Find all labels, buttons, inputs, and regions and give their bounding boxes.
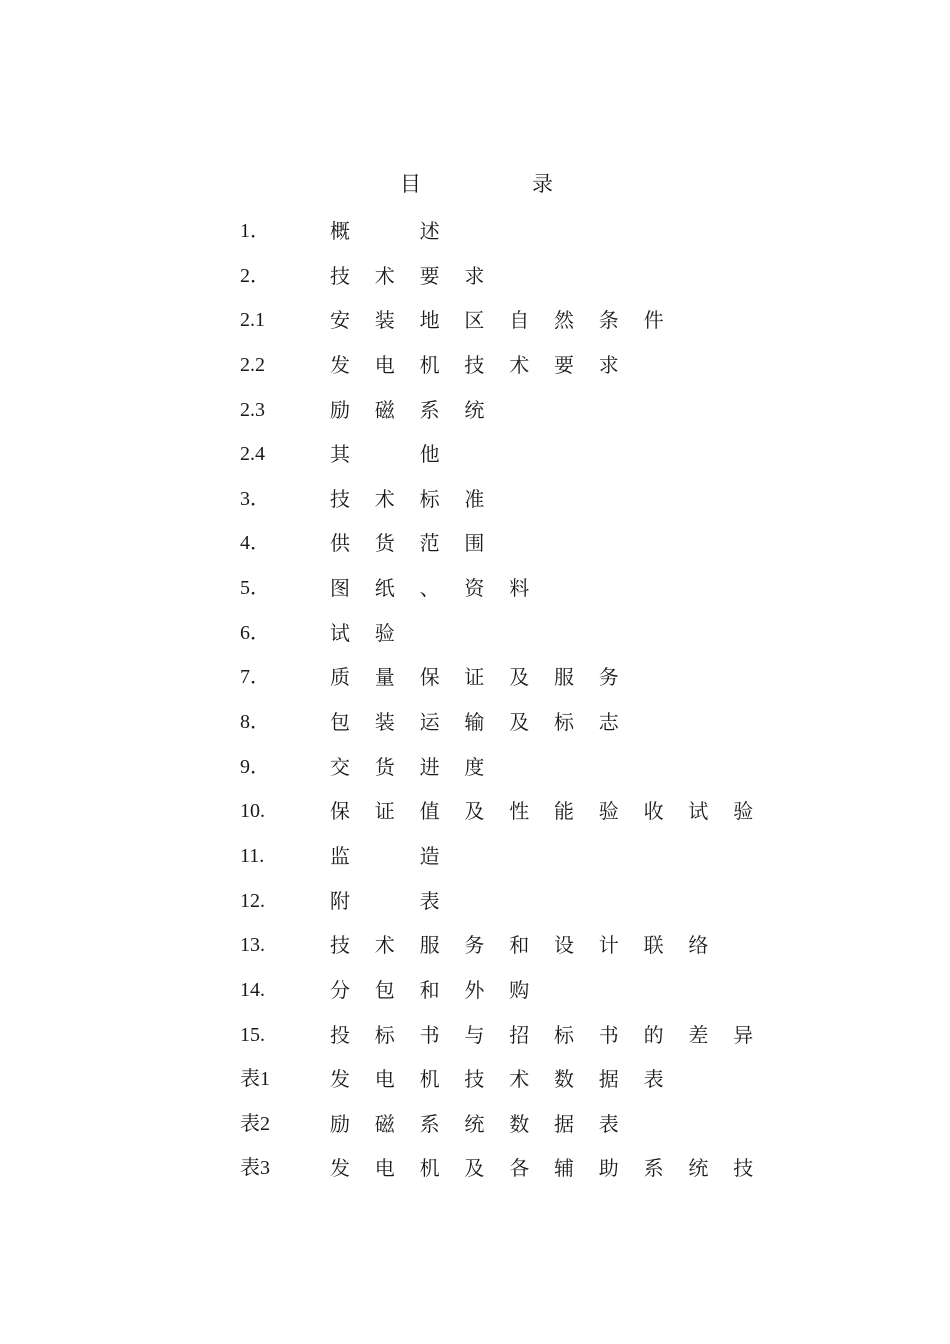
toc-entry-title xyxy=(330,841,740,871)
toc-entry-char: 述 xyxy=(419,219,440,243)
toc-entry xyxy=(240,261,740,306)
toc-entry xyxy=(240,484,740,529)
toc-entry-title xyxy=(330,439,740,469)
toc-entry-char: 包 xyxy=(374,977,395,1002)
toc-entry-char: 术 xyxy=(509,1067,530,1092)
toc-entry-char: 务 xyxy=(598,665,619,690)
toc-entry-char: 供 xyxy=(330,531,350,556)
toc-entry-title xyxy=(330,752,740,782)
toc-entry-char: 机 xyxy=(419,352,440,377)
toc-entry-number: 2.2 xyxy=(240,353,265,376)
toc-entry-char: 表 xyxy=(643,1067,664,1092)
toc-entry-number: 2.1 xyxy=(240,309,265,332)
toc-entry-char: 要 xyxy=(554,352,574,377)
toc-entry-char: 图 xyxy=(330,576,350,601)
toc-entry-char: 的 xyxy=(643,1022,664,1047)
toc-entry-number: 表1 xyxy=(240,1068,270,1091)
toc-entry-char: 机 xyxy=(419,1156,440,1181)
toc-entry-title xyxy=(330,975,740,1005)
toc-entry-char: 电 xyxy=(374,352,395,377)
toc-entry-char: 机 xyxy=(419,1067,440,1092)
toc-entry-char: 磁 xyxy=(374,397,395,422)
toc-entry-char: 交 xyxy=(330,754,350,779)
toc-entry-number: 4． xyxy=(240,532,270,555)
toc-entry-char: 技 xyxy=(330,486,350,511)
toc-entry-char: 助 xyxy=(598,1156,619,1181)
toc-entry-char: 料 xyxy=(509,576,530,601)
toc-entry-char: 货 xyxy=(374,754,395,779)
toc-entry-number: 3． xyxy=(240,487,270,510)
toc-entry-number: 8． xyxy=(240,711,270,734)
toc-entry-number: 6． xyxy=(240,621,270,644)
toc-entry xyxy=(240,1064,740,1109)
toc-entry-title xyxy=(330,930,740,960)
toc-entry-char: 量 xyxy=(374,665,395,690)
toc-entry-char: 条 xyxy=(598,308,619,333)
toc-entry-char: 励 xyxy=(330,397,350,422)
toc-entry-char: 范 xyxy=(419,531,440,556)
toc-entry-number: 11. xyxy=(240,844,265,867)
toc-entry-char: 概 xyxy=(330,219,350,243)
toc-entry xyxy=(240,350,740,395)
toc-entry-char: 标 xyxy=(419,486,440,511)
toc-entry-char: 辅 xyxy=(554,1156,574,1181)
toc-entry-number: 1． xyxy=(240,220,270,242)
toc-entry-char: 证 xyxy=(464,665,485,690)
toc-entry-char: 设 xyxy=(554,933,574,958)
toc-entry-char: 书 xyxy=(419,1022,440,1047)
toc-entry-char: 装 xyxy=(374,308,395,333)
toc-entry-char: 及 xyxy=(509,710,530,735)
toc-entry xyxy=(240,618,740,663)
toc-entry-title xyxy=(330,886,740,916)
toc-entry xyxy=(240,1153,754,1198)
toc-entry-char: 要 xyxy=(419,263,440,288)
toc-entry-title xyxy=(330,1064,740,1094)
toc-entry-title xyxy=(330,707,740,737)
toc-entry-char: 标 xyxy=(554,1022,574,1047)
toc-entry-char: 保 xyxy=(419,665,440,690)
toc-entry xyxy=(240,886,740,931)
toc-entry xyxy=(240,439,740,484)
toc-entry-char: 包 xyxy=(330,710,350,735)
toc-list xyxy=(240,216,754,1198)
toc-entry-char: 表 xyxy=(598,1111,619,1136)
toc-entry-number: 表2 xyxy=(240,1112,270,1135)
toc-entry-char: 准 xyxy=(464,486,485,511)
toc-entry xyxy=(240,975,740,1020)
toc-entry-char: 保 xyxy=(330,799,350,824)
toc-title-char: 录 xyxy=(532,172,553,196)
toc-entry-char: 、 xyxy=(419,576,440,601)
toc-entry-char: 技 xyxy=(464,352,485,377)
toc-entry-char: 运 xyxy=(419,710,440,735)
toc-entry xyxy=(240,930,740,975)
toc-entry-number: 13. xyxy=(240,934,265,957)
toc-entry-char: 电 xyxy=(374,1067,395,1092)
toc-entry-char: 统 xyxy=(464,397,485,422)
toc-entry-char: 求 xyxy=(464,263,485,288)
toc-entry-char: 值 xyxy=(419,799,440,824)
toc-entry-char: 系 xyxy=(643,1156,664,1181)
toc-entry xyxy=(240,1020,754,1065)
toc-entry-char: 证 xyxy=(374,799,395,824)
toc-entry-title xyxy=(330,662,740,692)
toc-entry-char: 志 xyxy=(598,710,619,735)
toc-entry-title xyxy=(330,1020,754,1050)
toc-entry-char: 收 xyxy=(643,799,664,824)
toc-entry-char: 试 xyxy=(330,620,350,645)
toc-entry-char: 术 xyxy=(374,486,395,511)
toc-entry-char: 统 xyxy=(688,1156,709,1181)
toc-entry-title xyxy=(330,618,740,648)
toc-entry-char: 外 xyxy=(464,977,485,1002)
toc-entry-char: 及 xyxy=(464,799,485,824)
toc-entry-char: 求 xyxy=(598,352,619,377)
toc-entry-char: 书 xyxy=(598,1022,619,1047)
toc-entry-char: 发 xyxy=(330,352,350,377)
toc-entry-number: 表3 xyxy=(240,1157,270,1180)
toc-entry xyxy=(240,1109,740,1154)
toc-entry-char: 服 xyxy=(419,933,440,958)
toc-entry-char: 进 xyxy=(419,754,440,779)
toc-entry-char: 试 xyxy=(688,799,709,824)
toc-entry-char: 与 xyxy=(464,1022,485,1047)
toc-entry-char: 质 xyxy=(330,665,350,690)
toc-entry-number: 14. xyxy=(240,978,265,1001)
toc-entry-char: 和 xyxy=(419,977,440,1002)
toc-entry-char: 其 xyxy=(330,442,350,467)
toc-entry-title xyxy=(330,528,740,558)
toc-entry-char: 发 xyxy=(330,1067,350,1092)
toc-entry-char: 术 xyxy=(374,933,395,958)
toc-entry-char: 标 xyxy=(374,1022,395,1047)
toc-entry xyxy=(240,528,740,573)
toc-entry-char: 联 xyxy=(643,933,664,958)
toc-entry xyxy=(240,707,740,752)
toc-entry-char: 标 xyxy=(554,710,574,735)
toc-entry-char: 自 xyxy=(509,308,530,333)
toc-title-char: 目 xyxy=(400,172,421,196)
toc-entry-char: 能 xyxy=(554,799,574,824)
toc-entry-number: 7． xyxy=(240,666,270,689)
toc-entry-char: 纸 xyxy=(374,576,395,601)
toc-entry-number: 2． xyxy=(240,264,270,287)
toc-entry-char: 技 xyxy=(733,1156,754,1181)
toc-entry-char: 和 xyxy=(509,933,530,958)
toc-entry-title xyxy=(330,484,740,514)
toc-entry-number: 9． xyxy=(240,755,270,778)
toc-entry-char: 装 xyxy=(374,710,395,735)
toc-entry-title xyxy=(330,305,740,335)
toc-entry-number: 2.3 xyxy=(240,398,265,421)
toc-entry xyxy=(240,796,754,841)
toc-entry-char: 资 xyxy=(464,576,485,601)
toc-entry-title xyxy=(330,1109,740,1139)
toc-entry-char: 系 xyxy=(419,397,440,422)
toc-entry-title xyxy=(330,350,740,380)
toc-entry-number: 15. xyxy=(240,1023,265,1046)
toc-entry xyxy=(240,841,740,886)
toc-entry-char: 数 xyxy=(509,1111,530,1136)
toc-entry-title xyxy=(330,573,740,603)
toc-entry-char: 电 xyxy=(374,1156,395,1181)
toc-entry-char: 验 xyxy=(733,799,754,824)
toc-entry-char: 区 xyxy=(464,308,485,333)
toc-entry-char: 磁 xyxy=(374,1111,395,1136)
toc-entry-char: 及 xyxy=(509,665,530,690)
toc-entry-char: 据 xyxy=(598,1067,619,1092)
toc-entry-char: 投 xyxy=(330,1022,350,1047)
toc-entry-char: 异 xyxy=(733,1022,754,1047)
toc-entry-title xyxy=(330,1153,754,1183)
toc-entry-char: 据 xyxy=(554,1111,574,1136)
toc-entry-char: 表 xyxy=(419,888,440,913)
toc-entry-title xyxy=(330,261,740,291)
toc-entry-title xyxy=(330,216,740,246)
toc-entry-char: 术 xyxy=(374,263,395,288)
toc-entry-char: 技 xyxy=(330,933,350,958)
toc-entry-number: 10. xyxy=(240,800,265,823)
toc-entry-char: 务 xyxy=(464,933,485,958)
toc-entry xyxy=(240,662,740,707)
toc-entry-char: 服 xyxy=(554,665,574,690)
toc-entry xyxy=(240,752,740,797)
toc-entry-char: 技 xyxy=(330,263,350,288)
toc-entry-char: 各 xyxy=(509,1156,530,1181)
toc-entry-title xyxy=(330,395,740,425)
toc-entry-char: 然 xyxy=(554,308,574,333)
toc-entry-char: 差 xyxy=(688,1022,709,1047)
toc-entry xyxy=(240,573,740,618)
toc-entry-char: 系 xyxy=(419,1111,440,1136)
toc-entry-number: 2.4 xyxy=(240,443,265,466)
toc-entry-char: 他 xyxy=(419,442,440,467)
toc-entry-char: 验 xyxy=(598,799,619,824)
toc-entry-char: 招 xyxy=(509,1022,530,1047)
toc-entry-char: 附 xyxy=(330,888,350,913)
toc-entry xyxy=(240,305,740,350)
toc-entry-char: 安 xyxy=(330,308,350,333)
toc-entry-char: 励 xyxy=(330,1111,350,1136)
toc-entry-number: 5． xyxy=(240,577,270,600)
toc-entry-title xyxy=(330,796,754,826)
toc-entry-char: 监 xyxy=(330,843,350,868)
toc-entry xyxy=(240,216,740,261)
toc-entry-char: 计 xyxy=(598,933,619,958)
toc-entry-char: 度 xyxy=(464,754,485,779)
toc-entry-char: 货 xyxy=(374,531,395,556)
toc-entry-char: 络 xyxy=(688,933,709,958)
toc-entry-char: 术 xyxy=(509,352,530,377)
toc-entry-char: 验 xyxy=(374,620,395,645)
toc-entry-char: 购 xyxy=(509,977,530,1002)
toc-entry-char: 及 xyxy=(464,1156,485,1181)
toc-entry-char: 件 xyxy=(643,308,664,333)
toc-entry-char: 造 xyxy=(419,843,440,868)
toc-entry-char: 统 xyxy=(464,1111,485,1136)
toc-title xyxy=(400,168,570,198)
toc-entry-char: 技 xyxy=(464,1067,485,1092)
toc-entry-char: 地 xyxy=(419,308,440,333)
toc-entry-char: 性 xyxy=(509,799,530,824)
toc-entry-char: 输 xyxy=(464,710,485,735)
toc-entry-char: 数 xyxy=(554,1067,574,1092)
toc-entry-char: 发 xyxy=(330,1156,350,1181)
toc-entry xyxy=(240,395,740,440)
toc-entry-number: 12. xyxy=(240,889,265,912)
toc-entry-char: 围 xyxy=(464,531,485,556)
toc-entry-char: 分 xyxy=(330,977,350,1002)
